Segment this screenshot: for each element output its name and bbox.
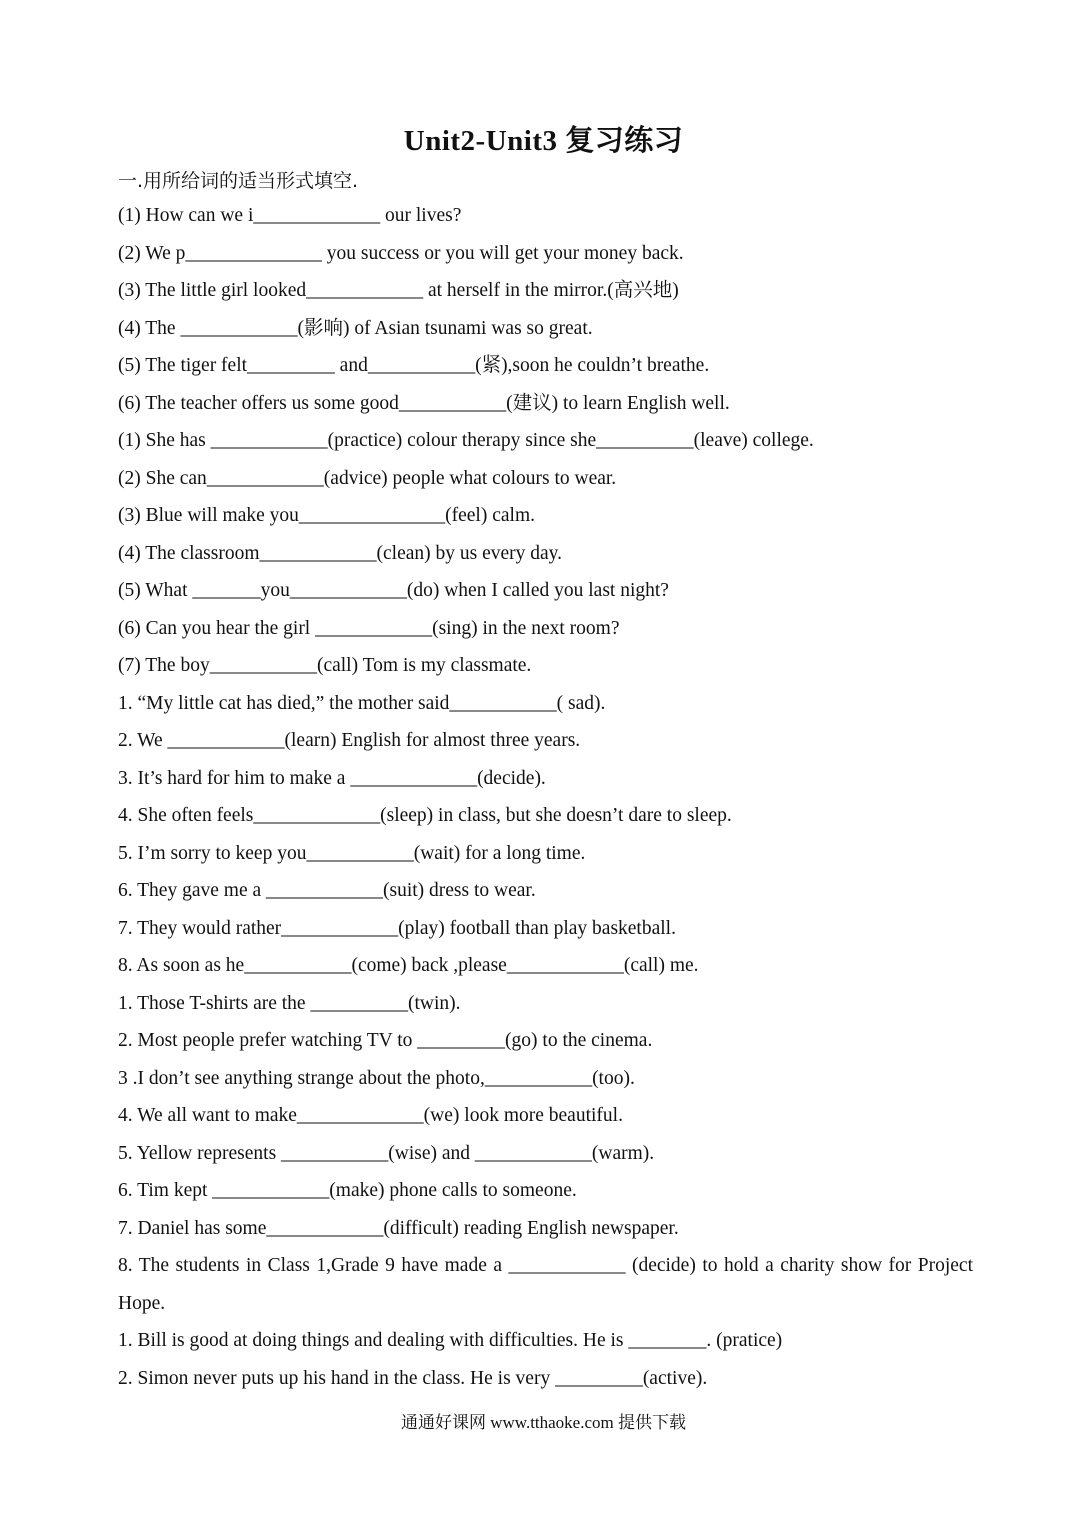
question-item: 4. We all want to make_____________(we) look more beautiful. — [118, 1105, 623, 1126]
question-item: 7. They would rather____________(play) football than play basketball. — [118, 917, 676, 939]
question-item: (2) She can____________(advice) people what colours to wear. — [118, 467, 617, 489]
question-item: (5) What _______you____________(do) when I called you last night? — [118, 580, 669, 601]
question-item: 2. We ____________(learn) English for almost three years. — [118, 730, 581, 751]
question-item: (6) The teacher offers us some good___________(建议) to learn English well. — [118, 392, 730, 414]
question-item: 6. They gave me a ____________(suit) dress to wear. — [118, 880, 536, 901]
question-item: 5. Yellow represents ___________(wise) and ____________(warm). — [118, 1142, 655, 1164]
question-item: (4) The classroom____________(clean) by us every day. — [118, 542, 563, 564]
question-item: 5. I’m sorry to keep you___________(wait) for a long time. — [118, 842, 586, 864]
question-item: 6. Tim kept ____________(make) phone calls to someone. — [118, 1180, 577, 1201]
question-item: 1. “My little cat has died,” the mother said___________( sad). — [118, 692, 606, 714]
question-item: (4) The ____________(影响) of Asian tsunami was so great. — [118, 317, 593, 339]
question-item: 1. Those T-shirts are the __________(twin). — [118, 992, 461, 1014]
question-item: 8. The students in Class 1,Grade 9 have made a ____________ (decide) to hold a charity show for Project Hope. — [118, 1255, 973, 1314]
question-item: (3) Blue will make you_______________(feel) calm. — [118, 505, 535, 526]
question-item: (3) The little girl looked____________ at herself in the mirror.(高兴地) — [118, 280, 679, 301]
question-item: (1) She has ____________(practice) colour therapy since she__________(leave) college. — [118, 430, 814, 451]
question-item: 2. Simon never puts up his hand in the class. He is very _________(active). — [118, 1367, 708, 1389]
question-item: 7. Daniel has some____________(difficult) reading English newspaper. — [118, 1217, 679, 1239]
question-item: (2) We p______________ you success or you will get your money back. — [118, 242, 684, 264]
question-item: 8. As soon as he___________(come) back ,please____________(call) me. — [118, 955, 699, 976]
question-item: (5) The tiger felt_________ and___________(紧),soon he couldn’t breathe. — [118, 355, 710, 376]
page-title: Unit2-Unit3 复习练习 — [403, 125, 684, 157]
question-item: 2. Most people prefer watching TV to _________(go) to the cinema. — [118, 1030, 653, 1051]
question-item: (7) The boy___________(call) Tom is my classmate. — [118, 655, 532, 676]
question-item: 1. Bill is good at doing things and dealing with difficulties. He is ________. (pratice) — [118, 1330, 783, 1351]
question-item: 4. She often feels_____________(sleep) in class, but she doesn’t dare to sleep. — [118, 805, 732, 826]
section-instruction: 一.用所给词的适当形式填空. — [118, 170, 359, 192]
question-item: (1) How can we i_____________ our lives? — [118, 205, 462, 226]
page-footer: 通通好课网 www.tthaoke.com 提供下载 — [400, 1413, 687, 1432]
question-item: (6) Can you hear the girl ____________(sing) in the next room? — [118, 617, 620, 639]
question-item: 3 .I don’t see anything strange about the photo,___________(too). — [118, 1067, 635, 1089]
question-list — [118, 197, 973, 1397]
question-item: 3. It’s hard for him to make a _____________(decide). — [118, 767, 546, 789]
